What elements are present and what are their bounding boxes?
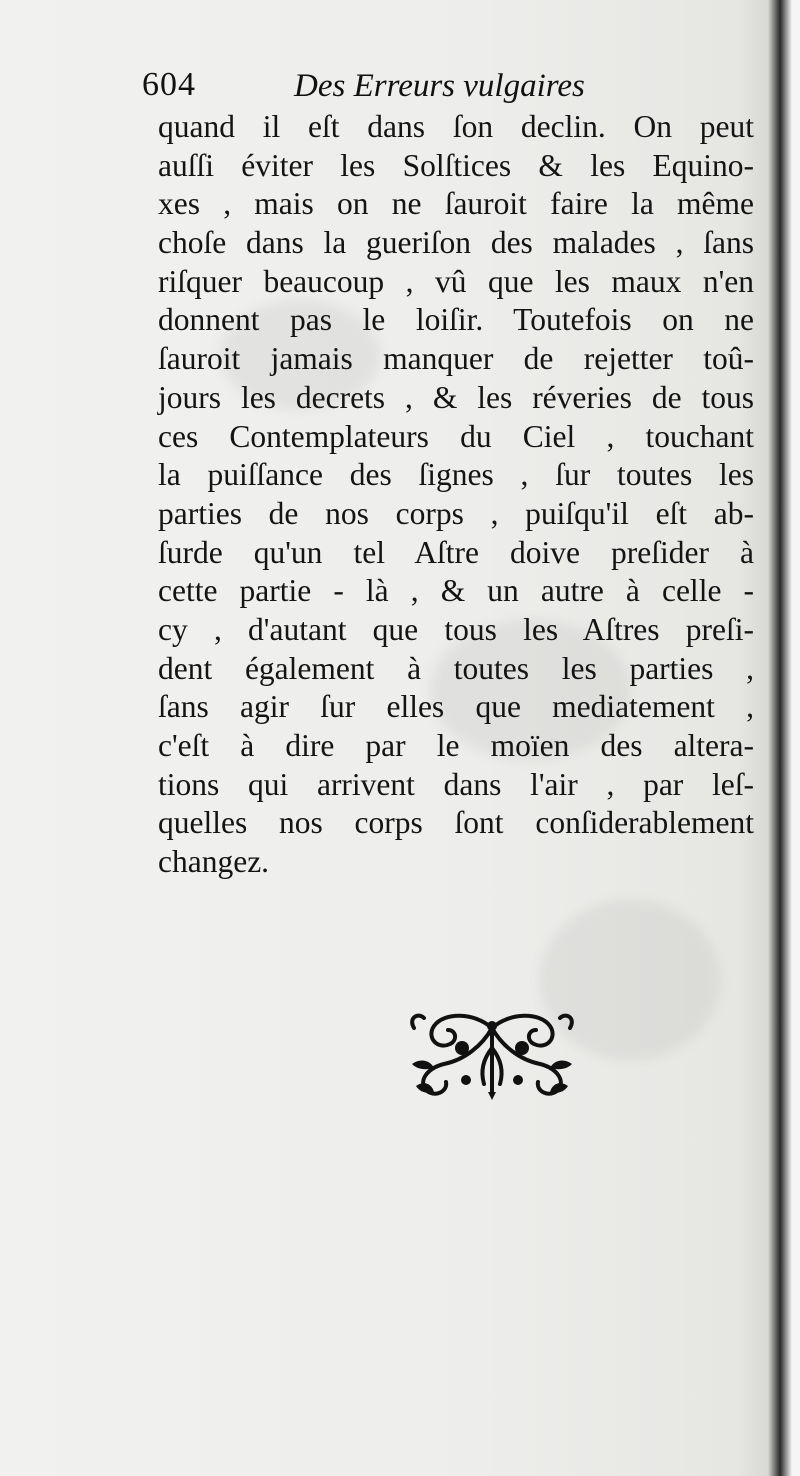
text-line: jours les decrets , & les réveries de tous (158, 379, 754, 415)
text-line: ſurde qu'un tel Aſtre doive preſider à (158, 534, 754, 570)
text-line: ces Contemplateurs du Ciel , touchant (158, 418, 754, 454)
text-line: ſans agir ſur elles que mediatement , (158, 689, 754, 725)
text-line: changez. (158, 844, 270, 880)
text-line: xes , mais on ne ſauroit faire la même (158, 186, 754, 222)
page-number: 604 (142, 66, 196, 103)
text-line: dent également à toutes les parties , (158, 650, 754, 686)
text-line: riſquer beaucoup , vû que les maux n'en (158, 263, 754, 299)
text-line: parties de nos corps , puiſqu'il eſt ab- (158, 495, 754, 531)
text-line: quelles nos corps ſont conſiderablement (158, 805, 754, 841)
text-line: donnent pas le loiſir. Toutefois on ne (158, 302, 754, 338)
fleuron-ornament-icon (404, 1008, 580, 1100)
running-title: Des Erreurs vulgaires (294, 68, 585, 104)
text-line: ſauroit jamais manquer de rejetter toû- (158, 341, 754, 377)
text-line: cy , d'autant que tous les Aſtres preſi- (158, 611, 754, 647)
text-line: choſe dans la gueriſon des malades , ſans (158, 225, 754, 261)
text-line: c'eſt à dire par le moïen des altera- (158, 728, 754, 763)
text-line: la puiſſance des ſignes , ſur toutes les (158, 457, 754, 493)
text-line: auſſi éviter les Solſtices & les Equino- (158, 147, 754, 183)
text-line: quand il eſt dans ſon declin. On peut (158, 109, 754, 144)
text-line: cette partie - là , & un autre à celle - (158, 573, 754, 609)
text-line: tions qui arrivent dans l'air , par leſ- (158, 766, 754, 802)
body-text (158, 108, 754, 882)
